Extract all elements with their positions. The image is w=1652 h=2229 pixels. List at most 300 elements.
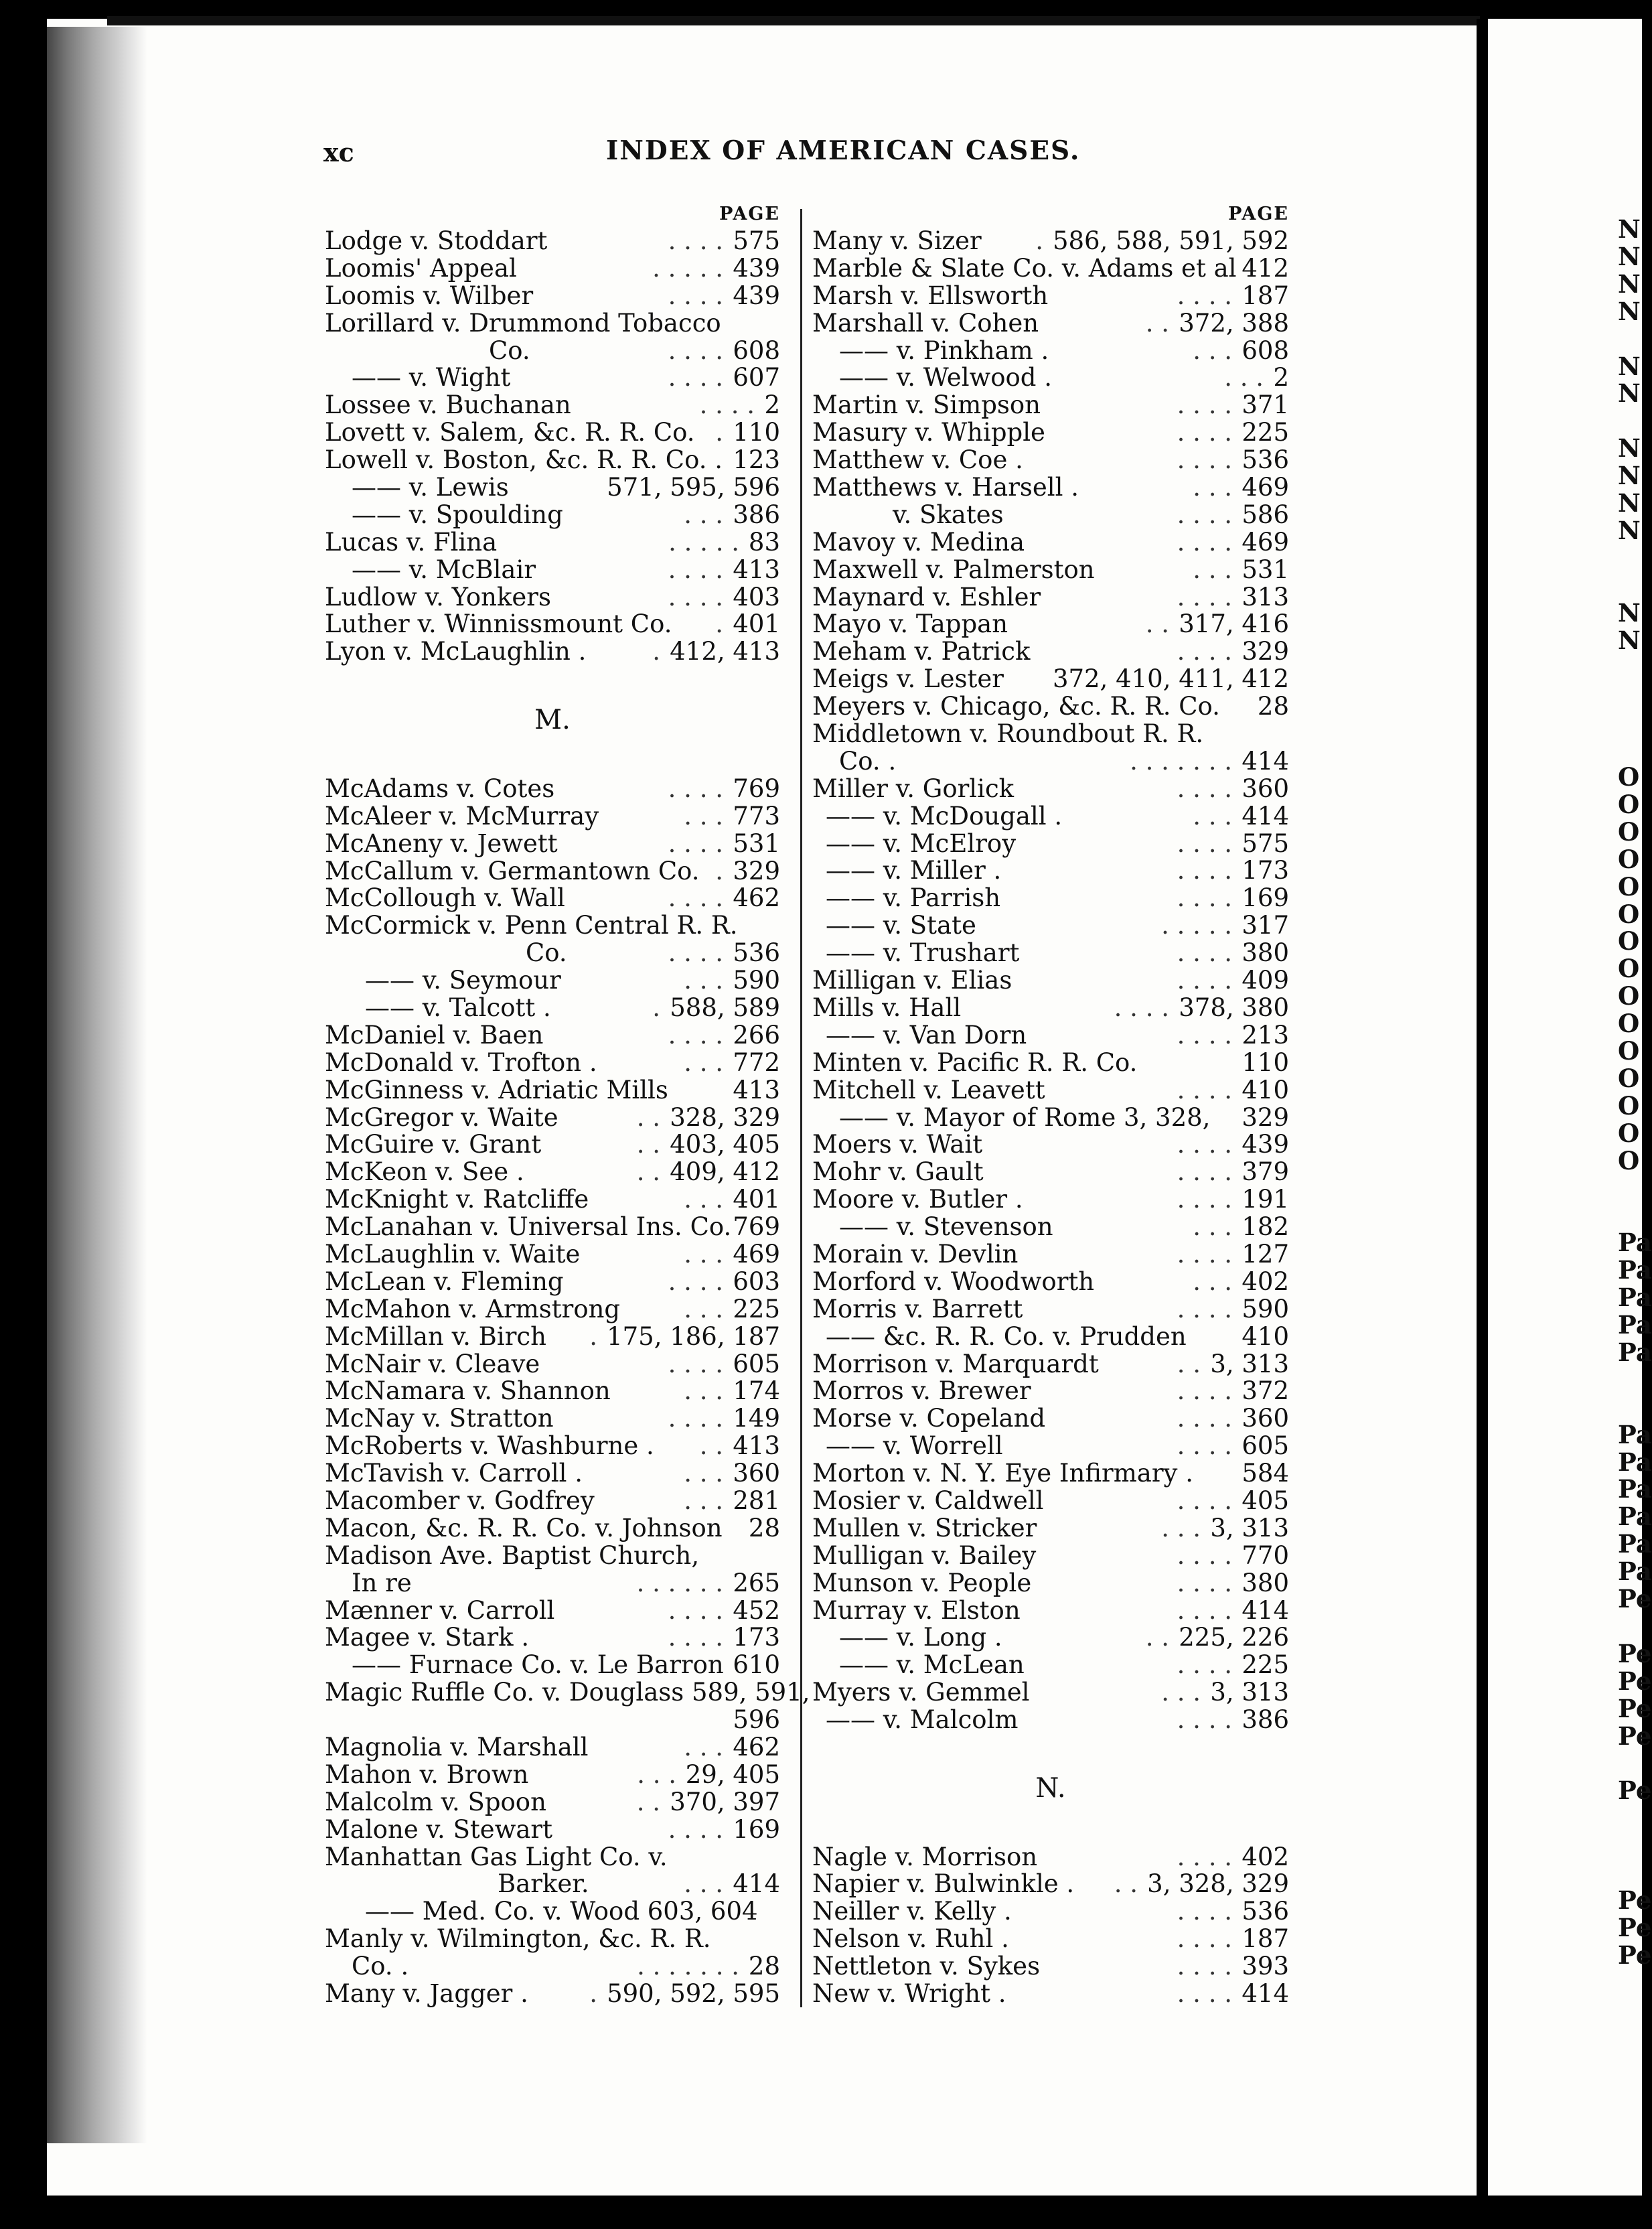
case-name: McAleer v. McMurray (325, 801, 599, 831)
case-name: —— v. Long . (839, 1623, 1002, 1652)
leader-dots: . (589, 1979, 597, 2009)
page-number: 225 (1242, 1650, 1289, 1680)
leader-dots: . . . (684, 966, 723, 995)
page-number: 169 (1242, 883, 1289, 913)
page-number: 571, 595, 596 (607, 473, 780, 502)
index-entry (325, 474, 780, 502)
page-number: 182 (1242, 1212, 1289, 1242)
page-folio: xc (323, 137, 354, 167)
index-entry (325, 419, 780, 447)
page-number: 605 (1242, 1431, 1289, 1461)
page-number: 401 (733, 1185, 780, 1214)
leader-dots: . . . . (1177, 829, 1232, 858)
page-number: 29, 405 (685, 1759, 780, 1789)
leader-dots: . . (636, 1157, 660, 1187)
index-entry (812, 748, 1289, 776)
index-entries-left (325, 226, 810, 2009)
index-entry (325, 1022, 780, 1050)
leader-dots: . . . . (668, 1404, 723, 1433)
leader-dots: . . . . (668, 1267, 723, 1296)
leader-dots: . . . . (1177, 281, 1232, 310)
index-entry (812, 885, 1289, 912)
facing-page-stub: Pa (1618, 1557, 1652, 1587)
case-name: Luther v. Winnissmount Co. (325, 609, 672, 639)
page-number: 469 (733, 1239, 780, 1269)
index-entry (812, 1296, 1289, 1323)
facing-page-stub: N (1618, 461, 1641, 491)
page-number: 536 (1242, 1897, 1289, 1926)
case-name: —— v. Seymour (365, 966, 561, 995)
case-name: New v. Wright . (812, 1979, 1006, 2009)
leader-dots: . . . (1193, 555, 1232, 584)
index-entry (812, 666, 1289, 693)
leader-dots: . . . . (1177, 1595, 1232, 1625)
facing-page-stub: Pe (1618, 1721, 1652, 1751)
index-entry (812, 392, 1289, 419)
leader-dots: . . . . (1177, 1130, 1232, 1159)
leader-dots: . (652, 993, 660, 1022)
page-number: 329 (1242, 637, 1289, 666)
case-name: Milligan v. Elias (812, 966, 1012, 995)
leader-dots: . . . . (1177, 966, 1232, 995)
page-number: 409 (1242, 966, 1289, 995)
leader-dots: . . . . (1177, 1568, 1232, 1597)
facing-page-stub: N (1618, 625, 1641, 655)
index-entry (812, 1515, 1289, 1542)
page-number: 110 (733, 418, 780, 447)
index-entry (812, 803, 1289, 831)
facing-page-stub: N (1618, 351, 1641, 381)
leader-dots: . . . (684, 1048, 723, 1077)
case-name: Many v. Jagger . (325, 1979, 528, 2009)
case-name: McGregor v. Waite (325, 1102, 558, 1132)
page-number: 386 (1242, 1705, 1289, 1735)
leader-dots: . . . (637, 1759, 676, 1789)
leader-dots: . . . . (1177, 1404, 1232, 1433)
leader-dots: . . . . (1177, 1157, 1232, 1187)
case-name: Marsh v. Ellsworth (812, 281, 1049, 310)
facing-page-stub: Pe (1618, 1638, 1652, 1668)
case-name: Magnolia v. Marshall (325, 1733, 589, 1761)
page-number: 393 (1242, 1952, 1289, 1981)
index-entry (325, 1761, 780, 1789)
index-entry (812, 912, 1289, 940)
page-number: 187 (1242, 281, 1289, 310)
index-entry (325, 1186, 780, 1214)
case-name: Middletown v. Roundbout R. R. (812, 719, 1204, 749)
page-number: 409, 412 (670, 1157, 780, 1187)
case-name: Maynard v. Eshler (812, 582, 1041, 612)
index-entry (812, 474, 1289, 502)
case-name: Napier v. Bulwinkle . (812, 1869, 1075, 1899)
case-name: Munson v. People (812, 1568, 1032, 1597)
index-entry (325, 1678, 810, 1707)
index-entry (325, 1104, 780, 1132)
index-entry (325, 392, 780, 419)
facing-page-stub: Pa (1618, 1502, 1652, 1532)
leader-dots: . . . . (668, 1349, 723, 1378)
index-entry (325, 1953, 780, 1981)
page-number: 313 (1242, 582, 1289, 612)
page-number: 610 (733, 1650, 780, 1680)
leader-dots: . . . . (1177, 500, 1232, 529)
page-number: 405 (1242, 1486, 1289, 1515)
case-name: Mænner v. Carroll (325, 1595, 555, 1625)
page-number: 3, 313 (1210, 1513, 1289, 1542)
index-entry (325, 1707, 780, 1734)
case-name: —— v. Malcolm (826, 1705, 1019, 1735)
index-entry (325, 1050, 780, 1077)
leader-dots: . . . (1193, 801, 1232, 831)
facing-page-stub: N (1618, 597, 1641, 628)
leader-dots: . . . . (1177, 1705, 1232, 1735)
page-number: 773 (733, 801, 780, 831)
index-entry (812, 721, 1289, 748)
page-number: 3, 313 (1210, 1349, 1289, 1378)
index-entry (325, 1460, 780, 1488)
leader-dots: . . . . (1177, 582, 1232, 612)
leader-dots: . . . . (668, 938, 723, 968)
case-name: Moore v. Butler . (812, 1185, 1023, 1214)
index-entry (325, 1405, 780, 1433)
case-name: Mosier v. Caldwell (812, 1486, 1044, 1515)
index-entry (812, 1131, 1289, 1159)
index-entry (812, 1159, 1289, 1186)
index-entry (812, 419, 1289, 447)
case-name: —— v. Lewis (352, 473, 509, 502)
facing-page-stub: O (1618, 926, 1640, 956)
index-entry (812, 1597, 1289, 1625)
leader-dots: . . . . (668, 1020, 723, 1050)
case-name: Morrison v. Marquardt (812, 1349, 1099, 1378)
page-number: 28 (748, 1952, 780, 1981)
leader-dots: . . . . (1177, 445, 1232, 475)
index-entry (812, 584, 1289, 612)
page-edge-shadow (47, 27, 147, 2143)
case-name: —— &c. R. R. Co. v. Prudden (826, 1321, 1187, 1351)
page-number: 603 (733, 1267, 780, 1296)
blank-line (325, 748, 780, 776)
case-name: Morton v. N. Y. Eye Infirmary . (812, 1459, 1193, 1488)
case-name: Lossee v. Buchanan (325, 390, 571, 420)
page-number: 772 (733, 1048, 780, 1077)
index-entry (812, 638, 1289, 666)
case-name: —— v. Van Dorn (826, 1020, 1027, 1050)
page-number: 329 (1242, 1102, 1289, 1132)
case-name: —— v. Stevenson (839, 1212, 1053, 1242)
index-entry (325, 283, 780, 310)
case-name: Myers v. Gemmel (812, 1678, 1030, 1707)
page-number: 536 (1242, 445, 1289, 475)
index-entry (812, 1460, 1289, 1488)
case-name: Morford v. Woodworth (812, 1267, 1095, 1296)
leader-dots: . . . . (1177, 418, 1232, 447)
facing-page-stub: N (1618, 515, 1641, 545)
page-number: 414 (1242, 1979, 1289, 2009)
page-number: 413 (733, 555, 780, 584)
facing-page-stub: O (1618, 954, 1640, 984)
index-entry (325, 338, 780, 365)
page-number: 2 (764, 390, 780, 420)
index-entry (325, 1488, 780, 1515)
index-entry (325, 584, 780, 612)
index-entry (325, 1269, 780, 1296)
facing-page-stub: Pe (1618, 1885, 1652, 1915)
page-number: 3, 328, 329 (1147, 1869, 1289, 1899)
page-number: 329 (733, 856, 780, 885)
blank-line (325, 666, 780, 693)
leader-dots: . . . . (668, 363, 723, 392)
index-entry (325, 831, 780, 858)
page-number: 410 (1242, 1321, 1289, 1351)
page-number: 123 (733, 445, 780, 475)
case-name: Loomis v. Wilber (325, 281, 534, 310)
case-name: Morain v. Devlin (812, 1239, 1019, 1269)
leader-dots: . . . . (1177, 883, 1232, 913)
case-name: —— v. Miller . (826, 856, 1002, 885)
facing-page-stub: N (1618, 214, 1641, 244)
case-name: —— v. Trushart (826, 938, 1020, 968)
top-edge-rule (107, 16, 1480, 25)
case-name: Macon, &c. R. R. Co. v. Johnson (325, 1513, 723, 1542)
index-entry (812, 1542, 1289, 1570)
leader-dots: . . . . (1177, 1431, 1232, 1461)
case-name: Maxwell v. Palmerston (812, 555, 1095, 584)
case-name: Murray v. Elston (812, 1595, 1021, 1625)
facing-page-stub: N (1618, 488, 1641, 518)
facing-page-stub: Pa (1618, 1228, 1652, 1258)
index-entry (812, 1022, 1289, 1050)
page-number: 187 (1242, 1924, 1289, 1954)
leader-dots: . . (1114, 1869, 1138, 1899)
index-column-left (325, 201, 810, 2009)
index-entry (812, 502, 1289, 529)
column-divider (800, 209, 802, 2007)
index-entry (325, 1241, 780, 1269)
page-number: 410 (1242, 1075, 1289, 1104)
index-entry (812, 776, 1289, 803)
index-entry (812, 1269, 1289, 1296)
case-name: Morse v. Copeland (812, 1404, 1046, 1433)
leader-dots: . . (699, 1431, 723, 1461)
leader-dots: . . . . (668, 336, 723, 365)
page-number: 173 (733, 1623, 780, 1652)
case-name: Ludlow v. Yonkers (325, 582, 551, 612)
case-name: Marshall v. Cohen (812, 308, 1039, 338)
page-number: 575 (1242, 829, 1289, 858)
index-entry (812, 1378, 1289, 1405)
leader-dots: . (715, 856, 723, 885)
page-number: 452 (733, 1595, 780, 1625)
page-number: 2 (1273, 363, 1289, 392)
page-number: 402 (1242, 1842, 1289, 1871)
leader-dots: . . . (1161, 1513, 1201, 1542)
case-name: In re (352, 1568, 412, 1597)
index-entry (812, 1707, 1289, 1734)
index-entry (325, 1214, 780, 1241)
page-number: 770 (1242, 1540, 1289, 1570)
leader-dots: . . . . (1177, 1185, 1232, 1214)
facing-page-stub: Pe (1618, 1584, 1652, 1613)
leader-dots: . . . (684, 1486, 723, 1515)
case-name: Lorillard v. Drummond Tobacco (325, 308, 721, 338)
case-name: McTavish v. Carroll . (325, 1459, 583, 1488)
page-number: 149 (733, 1404, 780, 1433)
section-letter: M. (534, 705, 571, 736)
index-entry (325, 502, 780, 529)
index-entry (325, 1981, 780, 2008)
leader-dots: . . (1177, 1349, 1201, 1378)
page-number: 469 (1242, 473, 1289, 502)
page-number: 403, 405 (670, 1130, 780, 1159)
page-number: 372 (1242, 1376, 1289, 1406)
index-entry (325, 447, 780, 474)
leader-dots: . . . . (668, 1623, 723, 1652)
facing-page-stub: Pa (1618, 1283, 1652, 1313)
facing-page-stub: O (1618, 1036, 1640, 1066)
facing-page-stub: Pa (1618, 1529, 1652, 1559)
case-name: Marble & Slate Co. v. Adams et al (812, 253, 1237, 283)
case-name: Meigs v. Lester (812, 664, 1004, 694)
case-name: —— Med. Co. v. Wood 603, 604 (365, 1897, 758, 1926)
page-number: 412, 413 (670, 637, 780, 666)
case-name: Lovett v. Salem, &c. R. R. Co. (325, 418, 695, 447)
page-number: 379 (1242, 1157, 1289, 1187)
leader-dots: . . . . (699, 390, 755, 420)
page-number: 439 (733, 281, 780, 310)
page-number: 225 (733, 1294, 780, 1323)
case-name: Many v. Sizer (812, 226, 982, 255)
leader-dots: . . . . (668, 829, 723, 858)
index-entry (325, 1734, 780, 1761)
page-number: 536 (733, 938, 780, 968)
case-name: Nelson v. Ruhl . (812, 1924, 1009, 1954)
case-name: Moers v. Wait (812, 1130, 983, 1159)
leader-dots: . (652, 637, 660, 666)
page-number: 413 (733, 1075, 780, 1104)
index-entry (812, 1844, 1289, 1871)
page-number: 414 (1242, 1595, 1289, 1625)
leader-dots: . . . . (1177, 856, 1232, 885)
leader-dots: . . . . (1177, 1924, 1232, 1954)
index-entry (325, 803, 780, 831)
index-entry (325, 1570, 780, 1597)
index-entry (812, 529, 1289, 557)
page-number: 462 (733, 883, 780, 913)
index-entry (812, 1214, 1289, 1241)
blank-line (812, 1816, 1289, 1844)
case-name: McNair v. Cleave (325, 1349, 540, 1378)
page-number: 225, 226 (1179, 1623, 1289, 1652)
page-number: 414 (733, 1869, 780, 1899)
facing-page-stub: O (1618, 871, 1640, 902)
page-number: 28 (1257, 692, 1289, 721)
facing-page-stub: Pa (1618, 1419, 1652, 1449)
leader-dots: . . . (684, 1869, 723, 1899)
index-entry (812, 1926, 1289, 1953)
index-entry (812, 255, 1289, 283)
index-entry (325, 255, 780, 283)
case-name: Morris v. Barrett (812, 1294, 1023, 1323)
page-number: 439 (1242, 1130, 1289, 1159)
facing-page-stub: N (1618, 241, 1641, 271)
page-number: 317, 416 (1179, 609, 1289, 639)
leader-dots: . . . (684, 1294, 723, 1323)
page-number: 380 (1242, 1568, 1289, 1597)
index-entry (812, 1433, 1289, 1460)
case-name: Minten v. Pacific R. R. Co. (812, 1048, 1138, 1077)
leader-dots: . . . . (668, 582, 723, 612)
page-number: 328, 329 (670, 1102, 780, 1132)
case-name: Mavoy v. Medina (812, 527, 1025, 557)
page-number: 531 (733, 829, 780, 858)
leader-dots: . . . (1224, 363, 1264, 392)
page-number: 175, 186, 187 (607, 1321, 780, 1351)
index-entry (812, 1351, 1289, 1378)
index-entry (325, 1542, 780, 1570)
leader-dots: . . . . . (668, 527, 739, 557)
leader-dots: . . . . (1177, 637, 1232, 666)
leader-dots: . . . . . . . (1130, 746, 1232, 776)
index-entry (812, 857, 1289, 885)
facing-page-stub: Pe (1618, 1693, 1652, 1723)
page-number: 386 (733, 500, 780, 529)
index-entry (812, 831, 1289, 858)
facing-page-stub: Pe (1618, 1776, 1652, 1806)
facing-page-stub: O (1618, 1063, 1640, 1093)
leader-dots: . . . . (668, 883, 723, 913)
facing-page-stub: O (1618, 762, 1640, 792)
index-entry (325, 1351, 780, 1378)
facing-page-stub: N (1618, 296, 1641, 326)
case-name: Mitchell v. Leavett (812, 1075, 1045, 1104)
case-name: Neiller v. Kelly . (812, 1897, 1012, 1926)
facing-page-stub: Pe (1618, 1912, 1652, 1942)
leader-dots: . (715, 418, 723, 447)
case-name: McKnight v. Ratcliffe (325, 1185, 589, 1214)
index-entry (325, 557, 780, 584)
index-entry (812, 1953, 1289, 1981)
case-name: —— v. Spoulding (352, 500, 563, 529)
case-name: Co. . (352, 1952, 409, 1981)
case-name: Mills v. Hall (812, 993, 962, 1022)
case-name: v. Skates (893, 500, 1004, 529)
page-number: 403 (733, 582, 780, 612)
leader-dots: . . . . (668, 555, 723, 584)
page-number: 590 (733, 966, 780, 995)
facing-page-stub: O (1618, 789, 1640, 819)
page-number: 586, 588, 591, 592 (1052, 226, 1289, 255)
index-entry (812, 1898, 1289, 1926)
leader-dots: . . . (684, 1733, 723, 1761)
index-entry (812, 995, 1289, 1022)
leader-dots: . . . . (668, 281, 723, 310)
case-name: Loomis' Appeal (325, 253, 517, 283)
page-number: 584 (1242, 1459, 1289, 1488)
leader-dots: . . . (684, 801, 723, 831)
leader-dots: . (715, 609, 723, 639)
index-entry (812, 940, 1289, 967)
index-entry (812, 1679, 1289, 1707)
leader-dots: . (1035, 226, 1043, 255)
facing-page-stub: N (1618, 433, 1641, 463)
index-entry (325, 1816, 780, 1844)
page-number: 281 (733, 1486, 780, 1515)
leader-dots: . . . (1161, 1678, 1201, 1707)
case-name: Mayo v. Tappan (812, 609, 1008, 639)
facing-page-stub: Pa (1618, 1447, 1652, 1477)
index-entry (325, 912, 780, 940)
